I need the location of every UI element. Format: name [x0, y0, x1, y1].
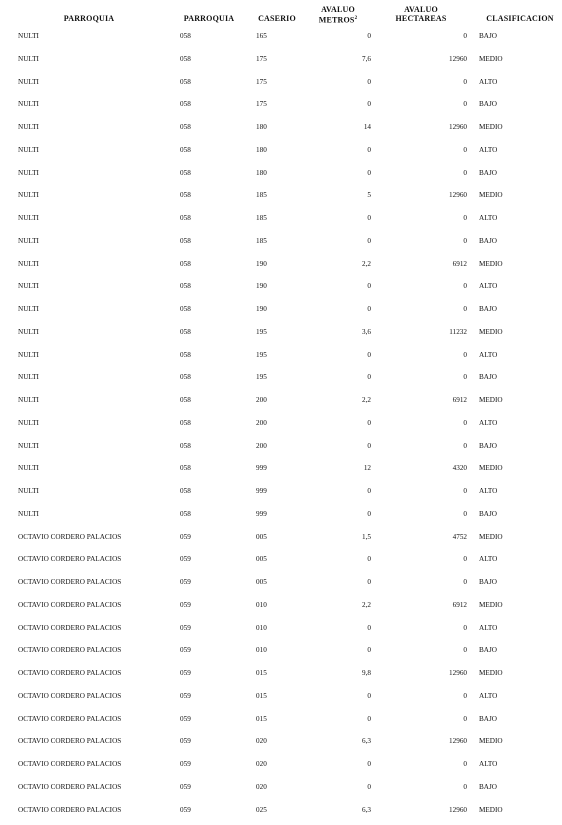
table-row: [0, 279, 562, 302]
cell-caserio: 195: [256, 350, 267, 359]
cell-avaluo-hectareas: 6912: [452, 600, 467, 609]
cell-avaluo-hectareas: 6912: [452, 259, 467, 268]
cell-avaluo-hectareas: 0: [463, 168, 467, 177]
cell-codigo: 058: [180, 214, 191, 222]
cell-clasificacion: ALTO: [479, 145, 498, 154]
table-row: [0, 552, 562, 575]
cell-clasificacion: BAJO: [479, 236, 497, 245]
cell-avaluo-metros: 12: [363, 464, 371, 473]
cell-parroquia: OCTAVIO CORDERO PALACIOS: [18, 669, 122, 677]
cell-clasificacion: ALTO: [479, 555, 498, 564]
cell-caserio: 015: [256, 714, 267, 723]
cell-clasificacion: BAJO: [479, 782, 497, 791]
table-row: [0, 234, 562, 257]
table-row: [0, 643, 562, 666]
table-row: [0, 52, 562, 75]
table-row: [0, 780, 562, 803]
cell-codigo: 058: [180, 168, 191, 177]
table-row: [0, 393, 562, 416]
cell-parroquia: OCTAVIO CORDERO PALACIOS: [18, 737, 122, 746]
cell-avaluo-metros: 0: [367, 441, 371, 450]
table-row: [0, 666, 562, 689]
table-row: [0, 211, 562, 234]
cell-avaluo-metros: 0: [367, 168, 371, 177]
cell-caserio: 165: [256, 32, 267, 40]
header-avaluo-metros-superscript: 2: [354, 16, 358, 21]
cell-avaluo-metros: 6,3: [362, 737, 371, 746]
cell-parroquia: OCTAVIO CORDERO PALACIOS: [18, 532, 122, 541]
cell-avaluo-metros: 0: [367, 509, 371, 518]
cell-caserio: 999: [256, 487, 267, 495]
header-avaluo-hectareas: [386, 5, 456, 23]
cell-avaluo-hectareas: 11232: [449, 327, 467, 336]
cell-parroquia: NULTI: [18, 464, 39, 473]
cell-clasificacion: BAJO: [479, 509, 497, 518]
cell-caserio: 005: [256, 532, 267, 541]
table-row: [0, 621, 562, 644]
header-caserio: CASERIO: [258, 14, 296, 23]
cell-avaluo-hectareas: 0: [463, 282, 467, 291]
cell-parroquia: NULTI: [18, 145, 39, 154]
cell-clasificacion: MEDIO: [479, 737, 503, 746]
cell-avaluo-metros: 0: [367, 691, 371, 700]
cell-avaluo-hectareas: 12960: [449, 805, 467, 814]
table-row: [0, 575, 562, 598]
table-row: [0, 416, 562, 439]
cell-avaluo-hectareas: 4752: [452, 532, 467, 541]
cell-avaluo-metros: 14: [363, 123, 371, 131]
cell-caserio: 175: [256, 77, 267, 86]
cell-avaluo-metros: 0: [367, 100, 371, 109]
cell-codigo: 059: [180, 737, 191, 746]
cell-parroquia: NULTI: [18, 236, 39, 245]
cell-avaluo-metros: 0: [367, 782, 371, 791]
table-row: [0, 188, 562, 211]
cell-caserio: 180: [256, 145, 267, 154]
cell-avaluo-hectareas: 0: [463, 691, 467, 700]
cell-parroquia: NULTI: [18, 77, 39, 86]
cell-avaluo-metros: 5: [367, 191, 371, 200]
cell-caserio: 190: [256, 305, 267, 313]
cell-caserio: 190: [256, 259, 267, 268]
cell-avaluo-metros: 1,5: [362, 532, 371, 541]
cell-avaluo-metros: 0: [367, 578, 371, 586]
cell-clasificacion: BAJO: [479, 646, 497, 655]
table-row: [0, 461, 562, 484]
cell-codigo: 059: [180, 532, 191, 541]
cell-parroquia: NULTI: [18, 327, 39, 336]
cell-avaluo-metros: 0: [367, 305, 371, 313]
cell-avaluo-metros: 2,2: [362, 396, 371, 404]
table-row: [0, 348, 562, 371]
cell-codigo: 058: [180, 464, 191, 473]
cell-caserio: 020: [256, 737, 267, 746]
cell-avaluo-hectareas: 0: [463, 77, 467, 86]
cell-clasificacion: ALTO: [479, 691, 498, 700]
cell-caserio: 005: [256, 555, 267, 564]
cell-avaluo-hectareas: 0: [463, 623, 467, 632]
header-avaluo-hectareas-line1: AVALUO: [404, 5, 438, 14]
table-row: [0, 712, 562, 735]
header-avaluo-metros-line2: [312, 14, 364, 25]
cell-avaluo-metros: 0: [367, 282, 371, 291]
cell-parroquia: NULTI: [18, 305, 39, 313]
cell-avaluo-hectareas: 12960: [449, 191, 467, 200]
cell-caserio: 180: [256, 123, 267, 131]
cell-avaluo-metros: 0: [367, 145, 371, 154]
cell-parroquia: OCTAVIO CORDERO PALACIOS: [18, 555, 122, 564]
cell-caserio: 015: [256, 669, 267, 677]
cell-clasificacion: MEDIO: [479, 805, 503, 814]
cell-avaluo-metros: 0: [367, 646, 371, 655]
cell-avaluo-metros: 0: [367, 555, 371, 564]
cell-avaluo-metros: 3,6: [362, 327, 371, 336]
cell-avaluo-hectareas: 0: [463, 487, 467, 495]
cell-avaluo-metros: 0: [367, 760, 371, 768]
cell-caserio: 185: [256, 191, 267, 200]
header-avaluo-hectareas-line2: HECTAREAS: [395, 14, 447, 23]
cell-avaluo-hectareas: 0: [463, 236, 467, 245]
cell-parroquia: OCTAVIO CORDERO PALACIOS: [18, 760, 122, 768]
cell-clasificacion: MEDIO: [479, 600, 503, 609]
cell-caserio: 200: [256, 441, 267, 450]
cell-avaluo-hectareas: 0: [463, 555, 467, 564]
cell-clasificacion: ALTO: [479, 77, 498, 86]
cell-avaluo-hectareas: 12960: [449, 54, 467, 63]
cell-avaluo-hectareas: 0: [463, 646, 467, 655]
cell-codigo: 059: [180, 760, 191, 768]
cell-parroquia: NULTI: [18, 282, 39, 291]
cell-codigo: 058: [180, 509, 191, 518]
cell-codigo: 059: [180, 782, 191, 791]
table-row: [0, 302, 562, 325]
cell-clasificacion: ALTO: [479, 214, 498, 222]
cell-avaluo-metros: 0: [367, 373, 371, 382]
cell-codigo: 058: [180, 236, 191, 245]
cell-codigo: 059: [180, 714, 191, 723]
cell-clasificacion: BAJO: [479, 714, 497, 723]
cell-caserio: 185: [256, 214, 267, 222]
cell-caserio: 185: [256, 236, 267, 245]
header-parroquia-code: PARROQUIA: [183, 14, 235, 23]
table-row: [0, 689, 562, 712]
cell-parroquia: NULTI: [18, 214, 39, 222]
cell-parroquia: NULTI: [18, 123, 39, 131]
cell-caserio: 195: [256, 373, 267, 382]
table-row: [0, 530, 562, 553]
cell-clasificacion: BAJO: [479, 168, 497, 177]
cell-avaluo-hectareas: 0: [463, 100, 467, 109]
table-row: [0, 97, 562, 120]
cell-codigo: 058: [180, 191, 191, 200]
cell-clasificacion: ALTO: [479, 623, 498, 632]
cell-parroquia: OCTAVIO CORDERO PALACIOS: [18, 646, 122, 655]
cell-avaluo-metros: 0: [367, 418, 371, 427]
cell-clasificacion: MEDIO: [479, 669, 503, 677]
header-parroquia-name: PARROQUIA: [63, 14, 115, 23]
table-row: [0, 439, 562, 462]
cell-avaluo-metros: 2,2: [362, 259, 371, 268]
header-clasificacion: CLASIFICACION: [486, 14, 554, 23]
cell-parroquia: OCTAVIO CORDERO PALACIOS: [18, 578, 122, 586]
cell-caserio: 025: [256, 805, 267, 814]
cell-caserio: 015: [256, 691, 267, 700]
cell-clasificacion: ALTO: [479, 418, 498, 427]
cell-caserio: 005: [256, 578, 267, 586]
cell-avaluo-hectareas: 0: [463, 214, 467, 222]
cell-clasificacion: BAJO: [479, 578, 497, 586]
cell-avaluo-metros: 0: [367, 623, 371, 632]
table-row: [0, 75, 562, 98]
cell-clasificacion: ALTO: [479, 350, 498, 359]
table-row: [0, 120, 562, 143]
cell-caserio: 200: [256, 418, 267, 427]
cell-avaluo-metros: 6,3: [362, 805, 371, 814]
cell-clasificacion: ALTO: [479, 487, 498, 495]
cell-parroquia: OCTAVIO CORDERO PALACIOS: [18, 714, 122, 723]
cell-clasificacion: MEDIO: [479, 259, 503, 268]
cell-clasificacion: BAJO: [479, 441, 497, 450]
cell-avaluo-metros: 0: [367, 32, 371, 40]
table-row: [0, 325, 562, 348]
cell-clasificacion: ALTO: [479, 760, 498, 768]
cell-avaluo-hectareas: 0: [463, 32, 467, 40]
cell-codigo: 058: [180, 282, 191, 291]
cell-caserio: 020: [256, 760, 267, 768]
cell-avaluo-hectareas: 12960: [449, 123, 467, 131]
cell-avaluo-hectareas: 4320: [452, 464, 467, 473]
cell-caserio: 010: [256, 623, 267, 632]
cell-avaluo-hectareas: 0: [463, 714, 467, 723]
cell-clasificacion: MEDIO: [479, 123, 503, 131]
cell-clasificacion: MEDIO: [479, 464, 503, 473]
cell-avaluo-hectareas: 0: [463, 509, 467, 518]
cell-codigo: 059: [180, 691, 191, 700]
cell-codigo: 059: [180, 623, 191, 632]
cell-avaluo-hectareas: 12960: [449, 737, 467, 746]
cell-parroquia: OCTAVIO CORDERO PALACIOS: [18, 600, 122, 609]
cell-codigo: 058: [180, 487, 191, 495]
cell-parroquia: NULTI: [18, 396, 39, 404]
table-row: [0, 598, 562, 621]
cell-clasificacion: BAJO: [479, 305, 497, 313]
cell-parroquia: NULTI: [18, 32, 39, 40]
cell-avaluo-metros: 9,8: [362, 669, 371, 677]
table-row: [0, 166, 562, 189]
cell-codigo: 058: [180, 396, 191, 404]
table-row: [0, 257, 562, 280]
cell-parroquia: NULTI: [18, 441, 39, 450]
cell-codigo: 058: [180, 305, 191, 313]
cell-caserio: 010: [256, 600, 267, 609]
cell-avaluo-metros: 0: [367, 77, 371, 86]
cell-caserio: 175: [256, 54, 267, 63]
table-row: [0, 370, 562, 393]
cell-codigo: 058: [180, 32, 191, 40]
cell-codigo: 058: [180, 54, 191, 63]
cell-parroquia: OCTAVIO CORDERO PALACIOS: [18, 782, 122, 791]
cell-codigo: 058: [180, 123, 191, 131]
cell-avaluo-metros: 0: [367, 714, 371, 723]
cell-avaluo-metros: 0: [367, 214, 371, 222]
cell-codigo: 059: [180, 600, 191, 609]
cell-codigo: 058: [180, 327, 191, 336]
table-row: [0, 734, 562, 757]
cell-codigo: 059: [180, 805, 191, 814]
cell-avaluo-hectareas: 0: [463, 418, 467, 427]
cell-codigo: 059: [180, 578, 191, 586]
cell-parroquia: NULTI: [18, 487, 39, 495]
cell-avaluo-hectareas: 0: [463, 441, 467, 450]
cell-caserio: 999: [256, 509, 267, 518]
cell-avaluo-hectareas: 6912: [452, 396, 467, 404]
header-avaluo-metros-unit: METROS: [318, 15, 355, 25]
header-avaluo-metros: [312, 5, 364, 25]
cell-clasificacion: MEDIO: [479, 396, 503, 404]
cell-codigo: 058: [180, 373, 191, 382]
cell-caserio: 175: [256, 100, 267, 109]
cell-parroquia: OCTAVIO CORDERO PALACIOS: [18, 805, 122, 814]
cell-codigo: 058: [180, 350, 191, 359]
cell-avaluo-metros: 0: [367, 487, 371, 495]
cell-avaluo-hectareas: 0: [463, 782, 467, 791]
cell-codigo: 059: [180, 646, 191, 655]
cell-caserio: 200: [256, 396, 267, 404]
cell-clasificacion: MEDIO: [479, 191, 503, 200]
cell-avaluo-hectareas: 12960: [449, 669, 467, 677]
cell-clasificacion: ALTO: [479, 282, 498, 291]
cell-avaluo-metros: 2,2: [362, 600, 371, 609]
cell-avaluo-hectareas: 0: [463, 578, 467, 586]
cell-clasificacion: MEDIO: [479, 532, 503, 541]
header-avaluo-metros-line1: AVALUO: [321, 5, 355, 14]
cell-parroquia: NULTI: [18, 100, 39, 109]
table-row: [0, 29, 562, 52]
cell-clasificacion: BAJO: [479, 32, 497, 40]
table-body: [0, 29, 562, 825]
cell-parroquia: NULTI: [18, 418, 39, 427]
cell-codigo: 059: [180, 555, 191, 564]
table-row: [0, 484, 562, 507]
cell-caserio: 999: [256, 464, 267, 473]
cell-codigo: 058: [180, 259, 191, 268]
cell-clasificacion: BAJO: [479, 100, 497, 109]
cell-parroquia: NULTI: [18, 509, 39, 518]
table-row: [0, 143, 562, 166]
cell-parroquia: NULTI: [18, 373, 39, 382]
cell-avaluo-metros: 0: [367, 236, 371, 245]
cell-clasificacion: MEDIO: [479, 54, 503, 63]
cell-parroquia: NULTI: [18, 350, 39, 359]
cell-clasificacion: BAJO: [479, 373, 497, 382]
cell-avaluo-metros: 7,6: [362, 54, 371, 63]
cell-caserio: 020: [256, 782, 267, 791]
cell-parroquia: OCTAVIO CORDERO PALACIOS: [18, 691, 122, 700]
table-row: [0, 757, 562, 780]
cell-parroquia: NULTI: [18, 54, 39, 63]
cell-codigo: 058: [180, 100, 191, 109]
cell-avaluo-hectareas: 0: [463, 760, 467, 768]
cell-avaluo-hectareas: 0: [463, 305, 467, 313]
cell-parroquia: NULTI: [18, 191, 39, 200]
cell-avaluo-metros: 0: [367, 350, 371, 359]
cell-caserio: 195: [256, 327, 267, 336]
cell-codigo: 059: [180, 669, 191, 677]
cell-codigo: 058: [180, 77, 191, 86]
cell-caserio: 010: [256, 646, 267, 655]
cell-avaluo-hectareas: 0: [463, 373, 467, 382]
cell-parroquia: NULTI: [18, 168, 39, 177]
table-row: [0, 803, 562, 825]
cell-caserio: 190: [256, 282, 267, 291]
cell-parroquia: NULTI: [18, 259, 39, 268]
cell-codigo: 058: [180, 418, 191, 427]
table-row: [0, 507, 562, 530]
cell-parroquia: OCTAVIO CORDERO PALACIOS: [18, 623, 122, 632]
cell-codigo: 058: [180, 441, 191, 450]
cell-avaluo-hectareas: 0: [463, 350, 467, 359]
cell-caserio: 180: [256, 168, 267, 177]
cell-avaluo-hectareas: 0: [463, 145, 467, 154]
cell-clasificacion: MEDIO: [479, 327, 503, 336]
cell-codigo: 058: [180, 145, 191, 154]
